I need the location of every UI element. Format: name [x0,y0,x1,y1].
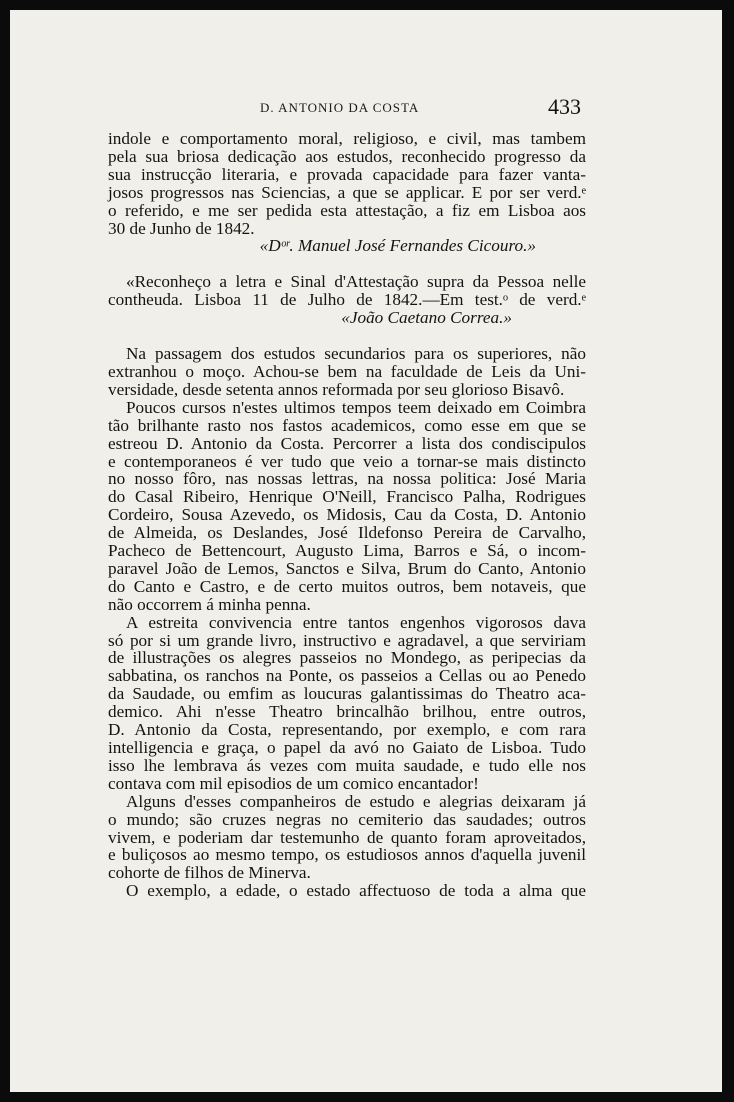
text-line: de Almeida, os Deslandes, José Ildefonso Pereira de Carvalho, [108,523,586,543]
text-line: Cordeiro, Sousa Azevedo, os Midosis, Cau da Costa, D. Antonio [108,505,586,525]
paragraph-university [108,345,586,399]
paragraph-classmates [108,399,586,614]
text-line: contava com mil episodios de um comico encantador! [108,773,479,793]
text-line: pela sua briosa dedicação aos estudos, reconhecido progresso da [108,146,586,166]
text-line: paravel João de Lemos, Sanctos e Silva, Brum do Canto, Antonio [108,558,586,578]
signature-correa: «João Caetano Correa.» [341,308,512,328]
text-line: no nosso fôro, nas nossas lettras, na nossa politica: José Maria [108,469,586,489]
book-page [10,10,722,1092]
text-line: D. Antonio da Costa, representando, por exemplo, e com rara [108,720,586,740]
paragraph-convivencia [108,614,586,793]
signature-cicouro: «Dᵒʳ. Manuel José Fernandes Cicouro.» [259,236,536,256]
text-line: O exemplo, a edade, o estado affectuoso de toda a alma que [126,881,586,901]
text-line: isso lhe lembrava ás vezes com muita saudade, e tudo elle nos [108,755,586,775]
text-line: de illustrações os alegres passeios no Mondego, as peripecias da [108,648,586,668]
text-line: estreou D. Antonio da Costa. Percorrer a lista dos condiscipulos [108,433,586,453]
running-head: D. ANTONIO DA COSTA [260,100,420,115]
text-line: extranhou o moço. Achou-se bem na faculdade de Leis da Uni- [108,361,586,381]
page-number: 433 [548,94,581,119]
text-line: tão brilhante rasto nos fastos academicos, como esse em que se [108,415,586,435]
body-text [108,130,586,900]
text-line: A estreita convivencia entre tantos engenhos vigorosos dava [126,612,586,632]
text-line: josos progressos nas Sciencias, a que se applicar. E por ser verd.ᵉ [108,182,586,202]
text-line: versidade, desde setenta annos reformada por seu glorioso Bisavô. [108,379,565,399]
text-line: «Reconheço a letra e Sinal d'Attestação supra da Pessoa nelle [126,272,586,292]
text-line: só por si um grande livro, instructivo e agradavel, a que serviriam [108,630,586,650]
text-line: intelligencia e graça, o papel da avó no Gaiato de Lisboa. Tudo [108,738,586,757]
text-line: do Canto e Castro, e de certo muitos outros, bem notaveis, que [108,576,586,596]
text-line: o mundo; são cruzes negras no cemiterio das saudades; outros [108,809,586,829]
text-line: 30 de Junho de 1842. [108,218,255,238]
text-line: cohorte de filhos de Minerva. [108,863,311,883]
text-line: não occorrem á minha penna. [108,594,311,614]
page-header [10,96,722,122]
text-line: Poucos cursos n'estes ultimos tempos teem deixado em Coimbra [126,397,586,417]
text-line: sabbatina, os ranchos na Ponte, os passeios a Cellas ou ao Penedo [108,666,586,686]
text-line: o referido, e me ser pedida esta attestação, a fiz em Lisboa aos [108,200,586,220]
text-line: da Saudade, ou emfim as loucuras galantissimas do Theatro aca- [108,684,586,704]
text-line: indole e comportamento moral, religioso, e civil, mas tambem [108,129,586,148]
text-line: Alguns d'esses companheiros de estudo e alegrias deixaram já [126,791,586,811]
paragraph-companions [108,793,586,883]
text-line: Na passagem dos estudos secundarios para os superiores, não [126,344,586,364]
text-line: e buliçosos ao mesmo tempo, os estudiosos annos d'aquella juvenil [108,845,586,865]
text-line: demico. Ahi n'esse Theatro brincalhão brilhou, entre outros, [108,702,586,722]
text-line: vivem, e poderiam dar testemunho de quanto foram aproveitados, [108,827,586,847]
text-line: contheuda. Lisboa 11 de Julho de 1842.—Em test.ᵒ de verd.ᵉ [108,290,586,310]
text-line: e contemporaneos é ver tudo que veio a tornar-se mais distincto [108,451,586,471]
paragraph-recognition [108,273,586,309]
paragraph-attestation [108,130,586,237]
text-line: Pacheco de Bettencourt, Augusto Lima, Barros e Sá, o incom- [108,541,586,561]
paragraph-example [108,882,586,900]
text-line: sua instrucção literaria, e provada capacidade para fazer vanta- [108,164,586,184]
text-line: do Casal Ribeiro, Henrique O'Neill, Francisco Palha, Rodrigues [108,487,586,507]
